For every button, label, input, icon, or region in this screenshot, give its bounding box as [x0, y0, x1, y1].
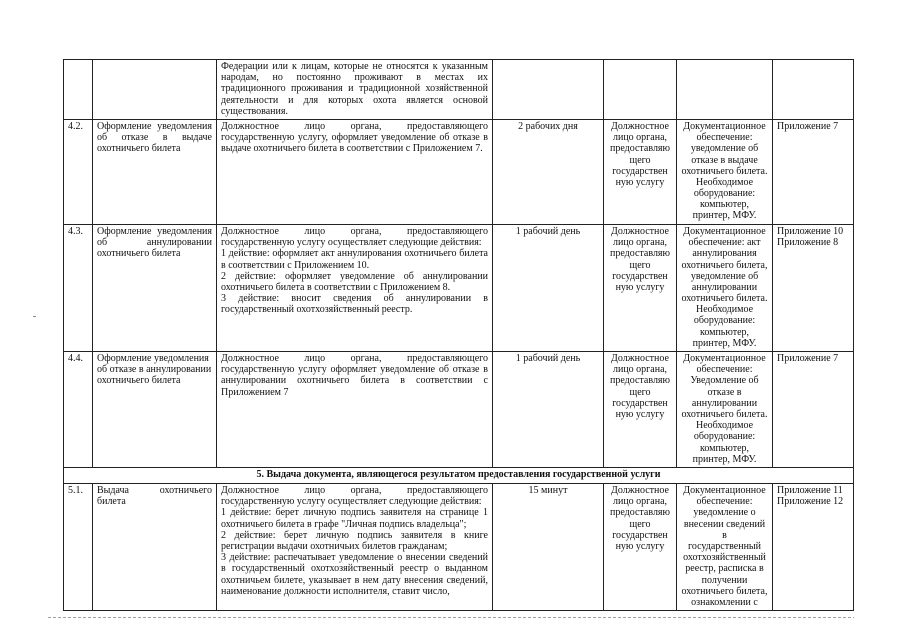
executor-line: ную услугу — [615, 408, 665, 420]
executor-line: ную услугу — [615, 176, 665, 188]
executor-line: предоставляю — [609, 375, 670, 387]
table-row-4-3 — [64, 224, 854, 351]
page-bottom-scan-line — [48, 617, 854, 618]
step-resources — [677, 352, 773, 468]
step-description — [217, 484, 493, 611]
step-term: 15 минут — [493, 484, 604, 611]
resource-line: оборудование: — [693, 188, 756, 200]
executor-line: государствен — [612, 529, 668, 541]
executor-line: Должностное — [611, 120, 669, 132]
form-ref: Приложение 7 — [777, 120, 839, 132]
executor-line: щего — [629, 386, 651, 398]
cell-name — [93, 60, 217, 120]
form-ref: Приложение 11 — [777, 485, 843, 496]
step-resources — [677, 119, 773, 224]
resource-line: оборудование: — [693, 315, 756, 327]
step-executor — [604, 119, 677, 224]
cell-term — [493, 60, 604, 120]
step-forms — [773, 224, 854, 351]
executor-line: государствен — [612, 397, 668, 409]
step-term: 1 рабочий день — [493, 352, 604, 468]
resource-line: Необходимое — [695, 176, 754, 188]
resource-line: уведомление об — [690, 143, 759, 155]
resource-line: отказе в выдаче — [691, 154, 758, 166]
form-ref: Приложение 12 — [777, 496, 844, 508]
description-line: Должностное лицо органа, предоставляющего государственную услугу осуществляет следующие действия: — [221, 485, 488, 508]
step-resources — [677, 224, 773, 351]
resource-line: реестр, расписка в — [685, 563, 764, 575]
row-number: 4.4. — [64, 352, 93, 468]
step-executor — [604, 224, 677, 351]
resource-line: охотничьего билета. — [681, 408, 768, 420]
form-ref: Приложение 8 — [777, 237, 839, 249]
executor-line: лицо органа, — [612, 132, 668, 144]
resource-line: принтер, МФУ. — [692, 337, 757, 349]
description-line: 3 действие: вносит сведения об аннулировании в государственный охотхозяйственный реестр. — [221, 293, 488, 316]
executor-line: ную услугу — [615, 540, 665, 552]
description-line: 2 действие: оформляет уведомление об аннулировании охотничьего билета в соответствии с Приложением 8. — [221, 270, 488, 293]
resource-line: обеспечение: акт — [688, 237, 761, 249]
resource-line: охотничьего билета, — [681, 259, 768, 271]
step-forms — [773, 352, 854, 468]
resource-line: компьютер, — [699, 442, 750, 454]
resource-line: охотничьего билета. — [681, 165, 768, 177]
step-executor — [604, 484, 677, 611]
description-line: Должностное лицо органа, предоставляющего государственную услугу осуществляет следующие действия: — [221, 225, 488, 249]
resource-line: обеспечение: — [696, 132, 753, 144]
resource-line: Документационное — [683, 353, 766, 364]
cell-forms — [773, 60, 854, 120]
step-description: Должностное лицо органа, предоставляющего государственную услугу оформляет уведомление об отказе в аннулировании охотничьего билета в соответствии с Приложением 7 — [217, 352, 493, 468]
resource-line: аннулирования — [692, 248, 757, 260]
section-title: 5. Выдача документа, являющегося результатом предоставления государственной услуги — [64, 468, 854, 484]
row-number: 4.3. — [64, 224, 93, 351]
cell-resources — [677, 60, 773, 120]
step-name: Оформление уведомления об отказе в выдаче охотничьего билета — [93, 119, 217, 224]
executor-line: предоставляю — [609, 143, 670, 155]
executor-line: предоставляю — [609, 507, 670, 519]
executor-line: государствен — [612, 270, 668, 282]
executor-line: ную услугу — [615, 281, 665, 293]
resource-line: компьютер, — [699, 326, 750, 338]
step-description — [217, 224, 493, 351]
resource-line: Необходимое — [695, 420, 754, 432]
cell-description: Федерации или к лицам, которые не относятся к указанным народам, но постоянно проживают в местах их традиционного проживания и традиционной хозяйственной деятельности и для которых охота является основой существования. — [217, 60, 493, 120]
description-line: 1 действие: оформляет акт аннулирования охотничьего билета в соответствии с Приложением 10. — [221, 248, 488, 271]
executor-line: государствен — [612, 165, 668, 177]
table-row-continuation — [64, 60, 854, 120]
step-name: Оформление уведомления об аннулировании охотничьего билета — [93, 224, 217, 351]
resource-line: принтер, МФУ. — [692, 453, 757, 465]
description-line: 3 действие: распечатывает уведомление о внесении сведений в государственный охотхозяйственный реестр о выданном охотничьем билете, указывает в нем дату внесения сведений, наименование должности исполнителя, ставит число, — [221, 552, 488, 597]
executor-line: Должностное — [611, 225, 669, 237]
resource-line: уведомление о — [693, 507, 756, 519]
resource-line: охотничьего билета. — [681, 293, 768, 305]
table-row-4-2 — [64, 119, 854, 224]
resource-line: обеспечение: — [696, 496, 753, 508]
description-line: 2 действие: берет личную подпись заявителя в книге регистрации выдачи охотничьих билетов гражданам; — [221, 529, 488, 552]
resource-line: Необходимое — [695, 304, 754, 316]
step-forms — [773, 484, 854, 611]
process-table — [63, 59, 854, 611]
step-resources — [677, 484, 773, 611]
executor-line: лицо органа, — [612, 364, 668, 376]
resource-line: Документационное — [683, 225, 766, 237]
step-name: Выдача охотничьего билета — [93, 484, 217, 611]
row-number: 4.2. — [64, 119, 93, 224]
step-name: Оформление уведомления об отказе в аннулировании охотничьего билета — [93, 352, 217, 468]
step-executor — [604, 352, 677, 468]
step-forms — [773, 119, 854, 224]
executor-line: Должностное — [611, 485, 669, 496]
resource-line: оборудование: — [693, 431, 756, 443]
resource-line: охотничьего билета, — [681, 585, 768, 597]
form-ref: Приложение 10 — [777, 225, 844, 237]
resource-line: государственный — [688, 540, 761, 552]
executor-line: лицо органа, — [612, 237, 668, 249]
step-term: 2 рабочих дня — [493, 119, 604, 224]
resource-line: аннулировании — [691, 281, 758, 293]
executor-line: щего — [629, 518, 651, 530]
resource-line: компьютер, — [699, 199, 750, 211]
resource-line: Документационное — [683, 485, 766, 496]
resource-line: ознакомлении с — [691, 596, 758, 608]
form-ref: Приложение 7 — [777, 353, 839, 364]
resource-line: обеспечение: — [696, 364, 753, 376]
step-description: Должностное лицо органа, предоставляющего государственную услугу, оформляет уведомление об отказе в выдаче охотничьего билета в соответствии с Приложением 7. — [217, 119, 493, 224]
resource-line: охотхозяйственный — [683, 552, 766, 564]
resource-line: Уведомление об — [690, 375, 759, 387]
resource-line: уведомление об — [690, 270, 759, 282]
cell-executor — [604, 60, 677, 120]
resource-line: Документационное — [683, 120, 766, 132]
row-number: 5.1. — [64, 484, 93, 611]
resource-line: аннулировании — [691, 397, 758, 409]
executor-line: щего — [629, 259, 651, 271]
executor-line: щего — [629, 154, 651, 166]
executor-line: Должностное — [611, 353, 669, 364]
cell-num — [64, 60, 93, 120]
description-line: 1 действие: берет личную подпись заявителя на странице 1 охотничьего билета в графе "Личная подпись владельца"; — [221, 507, 488, 530]
table-row-4-4 — [64, 352, 854, 468]
resource-line: внесении сведений в — [683, 518, 766, 541]
resource-line: принтер, МФУ. — [692, 210, 757, 222]
resource-line: получении — [701, 574, 748, 586]
step-term: 1 рабочий день — [493, 224, 604, 351]
resource-line: отказе в — [707, 386, 742, 398]
executor-line: лицо органа, — [612, 496, 668, 508]
section-header-row — [64, 468, 854, 484]
executor-line: предоставляю — [609, 248, 670, 260]
table-row-5-1 — [64, 484, 854, 611]
scan-mark — [33, 316, 36, 317]
